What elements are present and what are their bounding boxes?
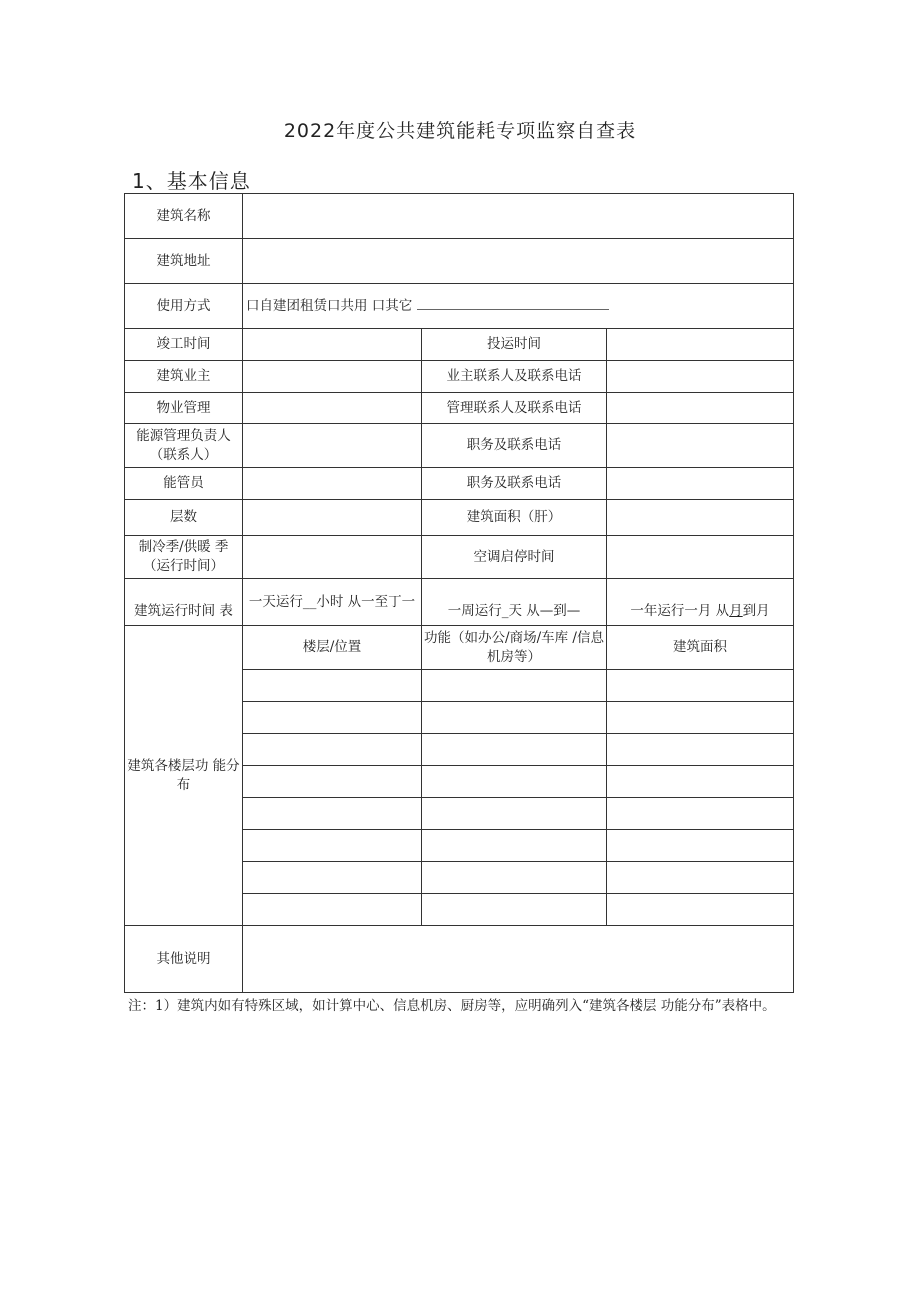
function-cell[interactable] xyxy=(422,862,607,894)
building-area-label: 建筑面积（肝） xyxy=(422,500,607,536)
building-name-field[interactable] xyxy=(243,194,794,239)
area-cell[interactable] xyxy=(607,894,794,926)
owner-contact-label: 业主联系人及联系电话 xyxy=(422,361,607,393)
operation-start-label: 投运时间 xyxy=(422,329,607,361)
function-cell[interactable] xyxy=(422,798,607,830)
owner-contact-field[interactable] xyxy=(607,361,794,393)
row-owner xyxy=(125,361,794,393)
season-label: 制冷季/供暖 季（运行时间） xyxy=(125,536,243,579)
function-cell[interactable] xyxy=(422,894,607,926)
row-building-address xyxy=(125,239,794,284)
runtime-label: 建筑运行时间 表 xyxy=(125,579,243,626)
property-field[interactable] xyxy=(243,393,422,424)
operation-start-field[interactable] xyxy=(607,329,794,361)
area-cell[interactable] xyxy=(607,798,794,830)
floor-col-header: 楼层/位置 xyxy=(243,626,422,670)
property-contact-field[interactable] xyxy=(607,393,794,424)
row-completion xyxy=(125,329,794,361)
floor-cell[interactable] xyxy=(243,830,422,862)
basic-info-table xyxy=(124,193,794,993)
other-field[interactable] xyxy=(243,926,794,993)
other-label: 其他说明 xyxy=(125,926,243,993)
usage-label: 使用方式 xyxy=(125,284,243,329)
area-cell[interactable] xyxy=(607,670,794,702)
area-cell[interactable] xyxy=(607,702,794,734)
function-cell[interactable] xyxy=(422,734,607,766)
energy-manager-label: 能源管理负责人（联系人） xyxy=(125,424,243,468)
building-address-field[interactable] xyxy=(243,239,794,284)
row-usage xyxy=(125,284,794,329)
area-col-header: 建筑面积 xyxy=(607,626,794,670)
floors-field[interactable] xyxy=(243,500,422,536)
function-cell[interactable] xyxy=(422,702,607,734)
building-area-field[interactable] xyxy=(607,500,794,536)
ac-time-label: 空调启停时间 xyxy=(422,536,607,579)
usage-options-text: 口自建团租赁口共用 口其它 xyxy=(246,297,413,314)
row-property xyxy=(125,393,794,424)
completion-field[interactable] xyxy=(243,329,422,361)
energy-manager-field[interactable] xyxy=(243,424,422,468)
ac-time-field[interactable] xyxy=(607,536,794,579)
row-other xyxy=(125,926,794,993)
area-cell[interactable] xyxy=(607,862,794,894)
floor-cell[interactable] xyxy=(243,894,422,926)
row-building-name xyxy=(125,194,794,239)
building-name-label: 建筑名称 xyxy=(125,194,243,239)
energy-officer-label: 能管员 xyxy=(125,468,243,500)
function-cell[interactable] xyxy=(422,766,607,798)
floor-cell[interactable] xyxy=(243,766,422,798)
floor-cell[interactable] xyxy=(243,862,422,894)
function-cell[interactable] xyxy=(422,830,607,862)
runtime-year-suffix: 到月 xyxy=(742,603,770,619)
floor-cell[interactable] xyxy=(243,702,422,734)
runtime-year-month: 月 xyxy=(729,603,743,619)
energy-manager-duty-label: 职务及联系电话 xyxy=(422,424,607,468)
function-cell[interactable] xyxy=(422,670,607,702)
function-col-header: 功能（如办公/商场/车库 /信息机房等） xyxy=(422,626,607,670)
floor-cell[interactable] xyxy=(243,734,422,766)
section-heading: 1、基本信息 xyxy=(132,169,251,193)
area-cell[interactable] xyxy=(607,830,794,862)
row-floor-dist-header xyxy=(125,626,794,670)
floor-cell[interactable] xyxy=(243,670,422,702)
runtime-year-field[interactable] xyxy=(607,579,794,626)
runtime-week-field[interactable]: 一周运行_天 从—到— xyxy=(422,579,607,626)
usage-options-field[interactable] xyxy=(243,284,794,329)
completion-label: 竣工时间 xyxy=(125,329,243,361)
energy-officer-field[interactable] xyxy=(243,468,422,500)
runtime-day-field[interactable]: 一天运行__小时 从一至丁一 xyxy=(243,579,422,626)
runtime-year-prefix: 一年运行一月 从 xyxy=(630,603,730,619)
row-energy-manager xyxy=(125,424,794,468)
row-floors xyxy=(125,500,794,536)
row-season xyxy=(125,536,794,579)
building-address-label: 建筑地址 xyxy=(125,239,243,284)
document-title: 2022年度公共建筑能耗专项监察自查表 xyxy=(283,120,637,142)
floor-dist-label: 建筑各楼层功 能分布 xyxy=(125,626,243,926)
energy-manager-duty-field[interactable] xyxy=(607,424,794,468)
property-label: 物业管理 xyxy=(125,393,243,424)
area-cell[interactable] xyxy=(607,734,794,766)
property-contact-label: 管理联系人及联系电话 xyxy=(422,393,607,424)
row-energy-officer xyxy=(125,468,794,500)
row-runtime xyxy=(125,579,794,626)
floors-label: 层数 xyxy=(125,500,243,536)
area-cell[interactable] xyxy=(607,766,794,798)
usage-other-blank[interactable] xyxy=(417,297,609,310)
owner-field[interactable] xyxy=(243,361,422,393)
footnote: 注：1）建筑内如有特殊区域，如计算中心、信息机房、厨房等，应明确列入“建筑各楼层 功能分布”表格中。 xyxy=(128,998,776,1014)
floor-cell[interactable] xyxy=(243,798,422,830)
season-field[interactable] xyxy=(243,536,422,579)
energy-officer-duty-field[interactable] xyxy=(607,468,794,500)
energy-officer-duty-label: 职务及联系电话 xyxy=(422,468,607,500)
owner-label: 建筑业主 xyxy=(125,361,243,393)
